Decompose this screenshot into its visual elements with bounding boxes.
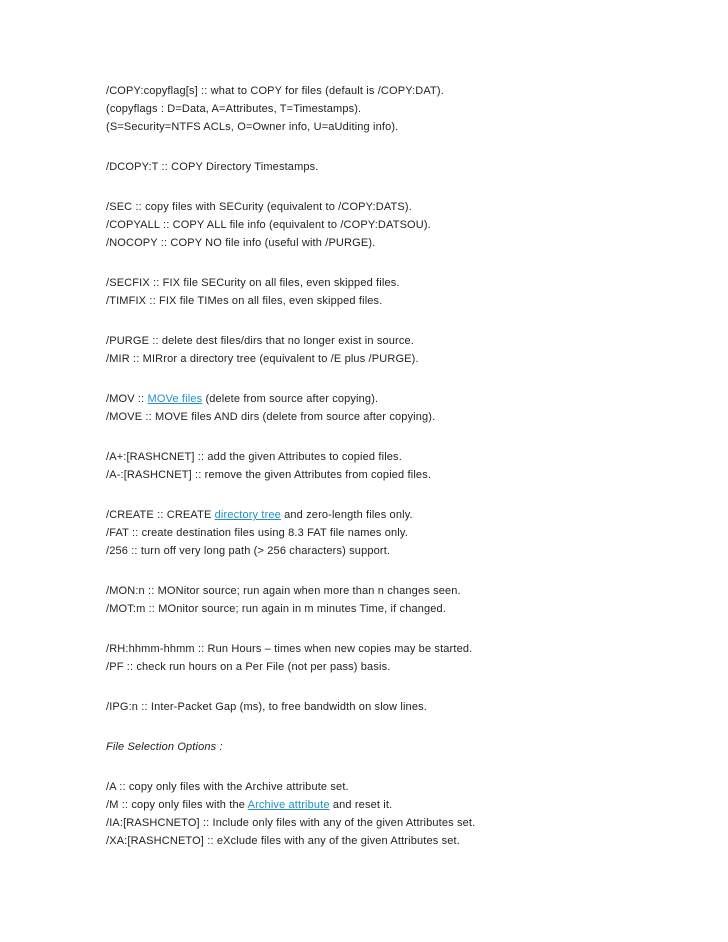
paragraph-spacer xyxy=(106,484,706,506)
line-text: /RH:hhmm-hhmm :: Run Hours – times when new copies may be started. xyxy=(106,643,473,655)
option-line xyxy=(106,796,706,814)
line-text: /IPG:n :: Inter-Packet Gap (ms), to free bandwidth on slow lines. xyxy=(106,701,427,713)
line-text: /DCOPY:T :: COPY Directory Timestamps. xyxy=(106,161,319,173)
option-paragraph xyxy=(106,332,706,368)
line-text: /MON:n :: MONitor source; run again when more than n changes seen. xyxy=(106,585,461,597)
line-text: /COPY:copyflag[s] :: what to COPY for files (default is /COPY:DAT). xyxy=(106,85,444,97)
line-text: /MOVE :: MOVE files AND dirs (delete from source after copying). xyxy=(106,411,436,423)
line-text: /M :: copy only files with the xyxy=(106,799,248,811)
line-text: /TIMFIX :: FIX file TIMes on all files, even skipped files. xyxy=(106,295,383,307)
option-paragraph xyxy=(106,274,706,310)
line-text: (S=Security=NTFS ACLs, O=Owner info, U=aUditing info). xyxy=(106,121,399,133)
paragraph-spacer xyxy=(106,310,706,332)
option-line xyxy=(106,448,706,466)
option-line xyxy=(106,118,706,136)
line-text: /MOT:m :: MOnitor source; run again in m minutes Time, if changed. xyxy=(106,603,447,615)
line-text: /COPYALL :: COPY ALL file info (equivalent to /COPY:DATSOU). xyxy=(106,219,431,231)
paragraph-spacer xyxy=(106,368,706,390)
option-line xyxy=(106,198,706,216)
paragraph-spacer xyxy=(106,252,706,274)
paragraph-spacer xyxy=(106,618,706,640)
heading-line xyxy=(106,738,706,756)
option-paragraph xyxy=(106,778,706,850)
inline-link[interactable]: MOVe files xyxy=(147,393,203,405)
option-line xyxy=(106,466,706,484)
line-text: and reset it. xyxy=(329,799,393,811)
paragraph-spacer xyxy=(106,560,706,582)
option-line xyxy=(106,216,706,234)
option-paragraph xyxy=(106,698,706,716)
inline-link[interactable]: Archive attribute xyxy=(247,799,330,811)
option-paragraph xyxy=(106,506,706,560)
option-paragraph xyxy=(106,198,706,252)
inline-link[interactable]: directory tree xyxy=(214,509,281,521)
line-text: /A :: copy only files with the Archive attribute set. xyxy=(106,781,349,793)
option-line xyxy=(106,832,706,850)
line-text: /PF :: check run hours on a Per File (not per pass) basis. xyxy=(106,661,391,673)
line-text: /PURGE :: delete dest files/dirs that no longer exist in source. xyxy=(106,335,414,347)
line-text: /256 :: turn off very long path (> 256 characters) support. xyxy=(106,545,391,557)
option-paragraph xyxy=(106,582,706,618)
line-text: /NOCOPY :: COPY NO file info (useful with /PURGE). xyxy=(106,237,376,249)
option-line xyxy=(106,274,706,292)
option-line xyxy=(106,292,706,310)
line-text: /SEC :: copy files with SECurity (equivalent to /COPY:DATS). xyxy=(106,201,412,213)
option-line xyxy=(106,778,706,796)
option-line xyxy=(106,814,706,832)
option-line xyxy=(106,640,706,658)
line-text: /SECFIX :: FIX file SECurity on all files, even skipped files. xyxy=(106,277,400,289)
option-line xyxy=(106,698,706,716)
option-paragraph xyxy=(106,640,706,676)
option-line xyxy=(106,582,706,600)
option-line xyxy=(106,600,706,618)
paragraph-spacer xyxy=(106,176,706,198)
section-heading xyxy=(106,738,706,756)
line-text: /CREATE :: CREATE xyxy=(106,509,215,521)
paragraph-spacer xyxy=(106,426,706,448)
paragraph-spacer xyxy=(106,676,706,698)
line-text: /A+:[RASHCNET] :: add the given Attributes to copied files. xyxy=(106,451,402,463)
line-text: /A-:[RASHCNET] :: remove the given Attributes from copied files. xyxy=(106,469,432,481)
paragraph-spacer xyxy=(106,716,706,738)
line-text: File Selection Options : xyxy=(106,741,223,753)
line-text: (copyflags : D=Data, A=Attributes, T=Timestamps). xyxy=(106,103,362,115)
option-line xyxy=(106,408,706,426)
option-line xyxy=(106,350,706,368)
line-text: and zero-length files only. xyxy=(280,509,413,521)
option-line xyxy=(106,506,706,524)
option-line xyxy=(106,82,706,100)
document-body xyxy=(106,82,706,850)
option-line xyxy=(106,390,706,408)
line-text: /XA:[RASHCNETO] :: eXclude files with any of the given Attributes set. xyxy=(106,835,460,847)
option-line xyxy=(106,524,706,542)
option-line xyxy=(106,332,706,350)
option-line xyxy=(106,234,706,252)
line-text: /MIR :: MIRror a directory tree (equivalent to /E plus /PURGE). xyxy=(106,353,419,365)
option-paragraph xyxy=(106,82,706,136)
option-line xyxy=(106,542,706,560)
option-paragraph xyxy=(106,448,706,484)
option-line xyxy=(106,658,706,676)
line-text: /MOV :: xyxy=(106,393,148,405)
option-paragraph xyxy=(106,158,706,176)
option-paragraph xyxy=(106,390,706,426)
option-line xyxy=(106,158,706,176)
line-text: (delete from source after copying). xyxy=(202,393,379,405)
paragraph-spacer xyxy=(106,756,706,778)
line-text: /IA:[RASHCNETO] :: Include only files with any of the given Attributes set. xyxy=(106,817,476,829)
option-line xyxy=(106,100,706,118)
paragraph-spacer xyxy=(106,136,706,158)
line-text: /FAT :: create destination files using 8.3 FAT file names only. xyxy=(106,527,408,539)
